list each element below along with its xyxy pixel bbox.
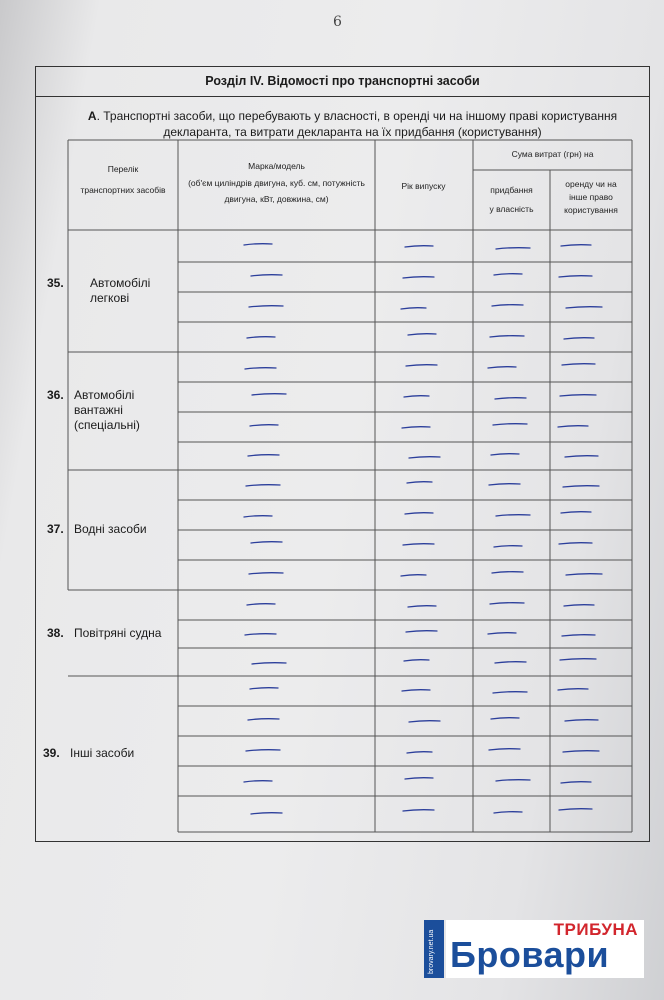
category-number: 39.	[43, 746, 60, 760]
header-expenses: Сума витрат (грн) на	[511, 149, 594, 159]
section-subtitle	[76, 108, 629, 140]
header-make-line3: двигуна, кВт, довжина, см)	[224, 194, 329, 204]
category-number: 38.	[47, 626, 64, 640]
header-make-line1: Марка/модель	[248, 161, 305, 171]
header-make-model	[178, 160, 375, 206]
subtitle-letter: А	[87, 109, 97, 123]
header-list-line2: транспортних засобів	[80, 185, 166, 195]
category-number: 37.	[47, 522, 64, 536]
header-rent-line2: інше право	[569, 192, 613, 202]
logo-url: brovary.net.ua	[428, 929, 435, 974]
header-rent	[550, 178, 632, 217]
subtitle-line2: декларанта, та витрати декларанта на їх придбання (користування)	[163, 125, 542, 139]
section-title: Розділ IV. Відомості про транспортні засоби	[36, 67, 649, 97]
category-name	[90, 276, 150, 306]
logo-sidebar	[424, 920, 444, 978]
header-list-line1: Перелік	[107, 164, 139, 174]
logo-wordmark	[446, 920, 644, 978]
category-name: Інші засоби	[70, 746, 135, 760]
header-year: Рік випуску	[401, 181, 446, 191]
category-name	[74, 388, 140, 433]
category-name-line: Автомобілі	[90, 276, 151, 290]
header-purchase	[473, 184, 550, 216]
category-name-line: вантажні	[74, 403, 123, 417]
subtitle-line1: . Транспортні засоби, що перебувають у власності, в оренді чи на іншому праві користування	[96, 109, 618, 123]
category-name: Повітряні судна	[74, 626, 162, 640]
page-number: 6	[333, 14, 342, 30]
header-purchase-line1: придбання	[490, 185, 533, 195]
category-number: 36.	[47, 388, 64, 402]
category-name-line: (спеціальні)	[74, 418, 140, 432]
header-rent-line1: оренду чи на	[565, 179, 617, 189]
header-purchase-line2: у власність	[489, 204, 534, 214]
category-name-line: легкові	[90, 291, 130, 305]
category-name-line: Автомобілі	[74, 388, 135, 402]
logo-top-text: ТРИБУНА	[553, 920, 638, 939]
newspaper-logo	[424, 920, 644, 978]
category-name: Водні засоби	[74, 522, 147, 536]
logo-bottom-text: Бровари	[450, 934, 610, 975]
header-rent-line3: користування	[564, 205, 618, 215]
category-number: 35.	[47, 276, 64, 290]
header-make-line2: (об'єм циліндрів двигуна, куб. см, потужність	[188, 178, 365, 188]
header-list	[68, 163, 178, 197]
